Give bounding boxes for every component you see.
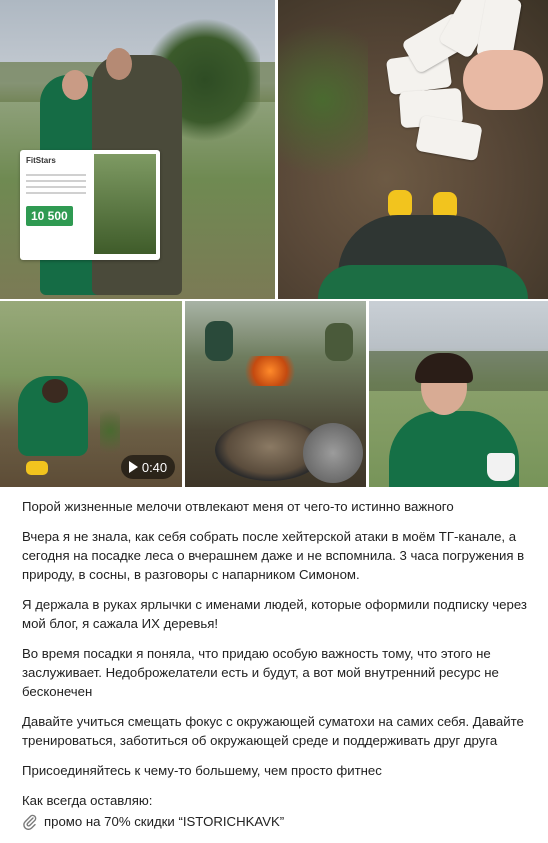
fire-shape <box>240 356 300 386</box>
post-paragraph: Во время посадки я поняла, что придаю особую важность тому, что этого не заслуживает. Недоброжелатели есть и будут, а вот мой внутренний ресурс не бесконечен <box>22 646 499 699</box>
poster-brand: FitStars <box>26 156 56 165</box>
promo-line <box>22 812 532 831</box>
hair-shape <box>42 379 68 403</box>
photo-couple-with-poster[interactable] <box>0 0 275 299</box>
green-hoodie-shape <box>318 265 528 299</box>
post-text <box>22 497 532 831</box>
yellow-boot <box>26 461 48 475</box>
pine-sapling-shape <box>278 0 368 200</box>
fitstars-poster <box>20 150 160 260</box>
play-icon <box>129 461 138 473</box>
post-paragraph: Вчера я не знала, как себя собрать после хейтерской атаки в моём ТГ-канале, а сегодня на посадке леса о вчерашнем даже и не вспомнила. 3 часа погружения в природу, в сосны, в разговоры с напарником Симоном. <box>22 529 525 582</box>
person-shape <box>325 323 353 361</box>
paperclip-icon <box>22 814 38 830</box>
poster-tree-image <box>94 154 156 254</box>
photo-name-tags[interactable] <box>278 0 548 299</box>
name-tag <box>415 115 482 161</box>
video-duration: 0:40 <box>141 459 168 475</box>
video-thumbnail-planting[interactable] <box>0 301 182 487</box>
photo-selfie-tea[interactable] <box>369 301 548 487</box>
yellow-boot-left <box>388 190 412 218</box>
poster-text-lines <box>26 174 86 196</box>
video-duration-badge[interactable] <box>121 455 175 479</box>
seedling-shape <box>100 401 120 461</box>
post-paragraph: Я держала в руках ярлычки с именами людей, которые оформили подписку через мой блог, я сажала ИХ деревья! <box>22 597 527 631</box>
hand-shape <box>463 50 543 110</box>
woman-face <box>62 70 88 100</box>
post-paragraph: Как всегда оставляю: <box>22 793 153 808</box>
tea-cup-shape <box>487 453 515 481</box>
post-paragraph: Давайте учиться смещать фокус с окружающей суматохи на самих себя. Давайте тренироваться, заботиться об окружающей среде и поддерживать друг друга <box>22 714 524 748</box>
poster-number: 10 500 <box>26 206 73 226</box>
photo-campfire-cauldron[interactable] <box>185 301 366 487</box>
post-paragraph: Присоединяйтесь к чему-то большему, чем просто фитнес <box>22 763 382 778</box>
promo-text: промо на 70% скидки “ISTORICHKAVK” <box>44 814 285 829</box>
post-paragraph: Порой жизненные мелочи отвлекают меня от чего-то истинно важного <box>22 499 454 514</box>
man-face <box>106 48 132 80</box>
person-shape <box>205 321 233 361</box>
cauldron-lid-shape <box>303 423 363 483</box>
